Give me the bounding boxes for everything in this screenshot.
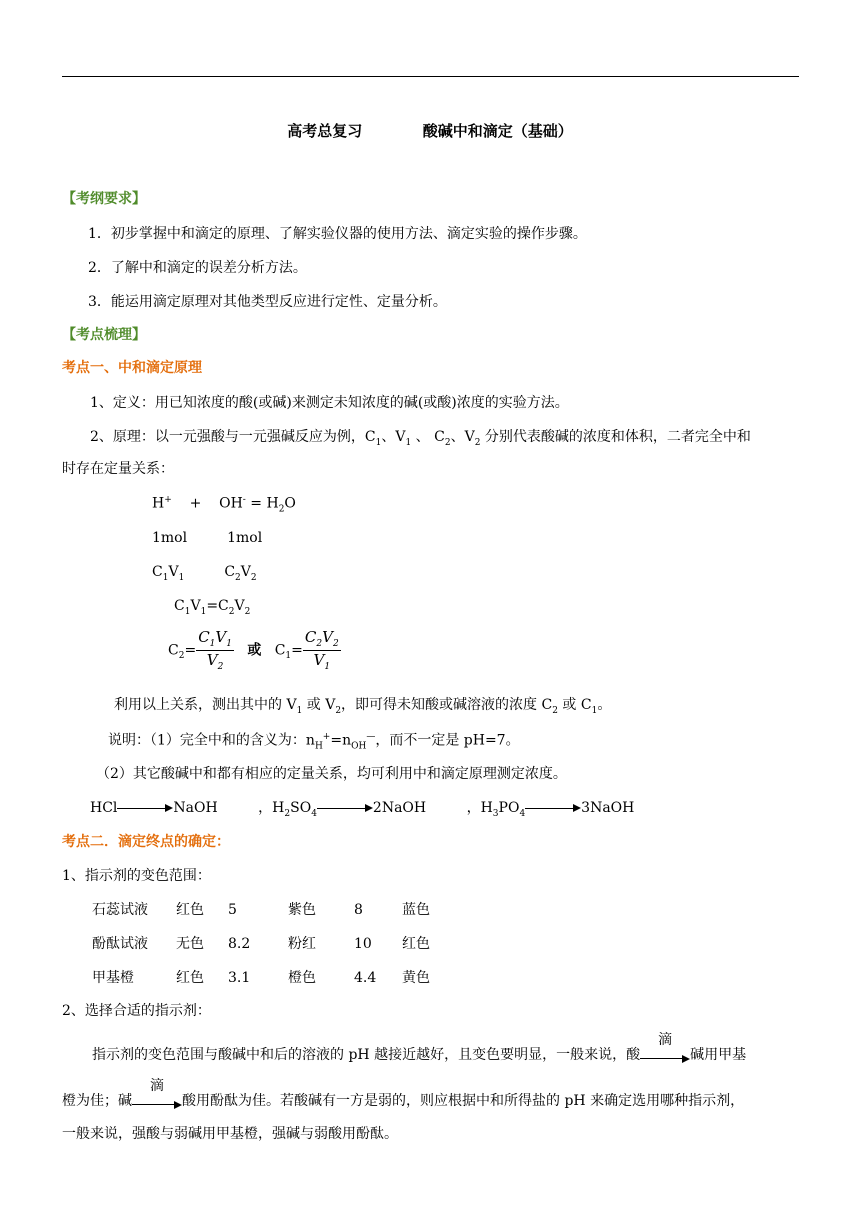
kp2-sub2: 2、选择合适的指示剂： — [62, 1003, 211, 1019]
note-2: （2）其它酸碱中和都有相应的定量关系，均可利用中和滴定原理测定浓度。 — [96, 766, 567, 782]
kp1-definition: 1、定义：用已知浓度的酸(或碱)来测定未知浓度的碱(或酸)浓度的实验方法。 — [90, 395, 569, 411]
sec2-heading: 【考点梳理】 — [62, 327, 146, 343]
req-item-3: 3．能运用滴定原理对其他类型反应进行定性、定量分析。 — [88, 294, 447, 310]
kp2-heading: 考点二．滴定终点的确定： — [62, 834, 230, 850]
formula-image: $C_2=$ $\frac{C_1V_1}{V_2}$ 或 $C_1=$ $\frac{C_2V_2}{V_1}$ — [168, 628, 339, 672]
page-title — [0, 122, 860, 140]
arrow-icon — [317, 803, 373, 813]
cv-equality: $C_1V_1=C_2V_2$ — [174, 598, 251, 617]
arrow-icon — [525, 803, 581, 813]
kp1-heading: 考点一、中和滴定原理 — [62, 360, 202, 376]
use-relation-text: 利用以上关系，测出其中的 $V_1$ 或 $V_2$，即可得未知酸或碱溶液的浓度 $C_2$ 或 $C_1$。 — [114, 697, 612, 716]
mol-line: 1mol 1mol — [152, 530, 263, 546]
titrate-arrow-icon: 滴 — [640, 1040, 690, 1064]
equation-line: H+ + $OH^- = H_2O$ — [152, 495, 296, 515]
kp1-principle: 2、原理：以一元强酸与一元强碱反应为例，$C_1$、$V_1$ 、 $C_2$、$V_2$ 分别代表酸碱的浓度和体积，二者完全中和 — [90, 429, 751, 448]
indicator-row: 石蕊试液 红色 5 紫色 8 蓝色 — [92, 902, 430, 918]
req-item-2: 2．了解中和滴定的误差分析方法。 — [88, 260, 307, 276]
header-rule — [62, 76, 799, 77]
title-left: 高考总复习 — [287, 122, 363, 140]
arrow-icon — [117, 803, 173, 813]
reaction-line: HCl NaOH ，$H_2SO_4$ 2NaOH ，$H_3PO_4$ 3NaOH — [90, 800, 635, 819]
req-item-1: 1．初步掌握中和滴定的原理、了解实验仪器的使用方法、滴定实验的操作步骤。 — [88, 226, 587, 242]
titrate-arrow-icon: 滴 — [132, 1086, 182, 1110]
indicator-paragraph-1: 指示剂的变色范围与酸碱中和后的溶液的 pH 越接近越好，且变色要明显，一般来说，酸 滴 碱用甲基 — [92, 1032, 747, 1064]
sec1-heading: 【考纲要求】 — [62, 191, 146, 207]
indicator-paragraph-2: 橙为佳；碱 滴 酸用酚酞为佳。若酸碱有一方是弱的，则应根据中和所得盐的 pH 来确定选用哪种指示剂， — [62, 1078, 745, 1110]
indicator-paragraph-3: 一般来说，强酸与弱碱用甲基橙，强碱与弱酸用酚酞。 — [62, 1126, 398, 1142]
kp2-sub1: 1、指示剂的变色范围： — [62, 868, 211, 884]
title-right: 酸碱中和滴定（基础） — [422, 122, 573, 140]
kp1-principle-cont: 时存在定量关系： — [62, 461, 174, 477]
cv-line: $C_1V_1$ $C_2V_2$ — [152, 564, 257, 583]
indicator-row: 甲基橙 红色 3.1 橙色 4.4 黄色 — [92, 970, 430, 986]
indicator-row: 酚酞试液 无色 8.2 粉红 10 红色 — [92, 936, 430, 952]
note-1: 说明：（1）完全中和的含义为：$n_H^+=n_{OH}^—$，而不一定是 pH=7。 — [108, 732, 520, 752]
